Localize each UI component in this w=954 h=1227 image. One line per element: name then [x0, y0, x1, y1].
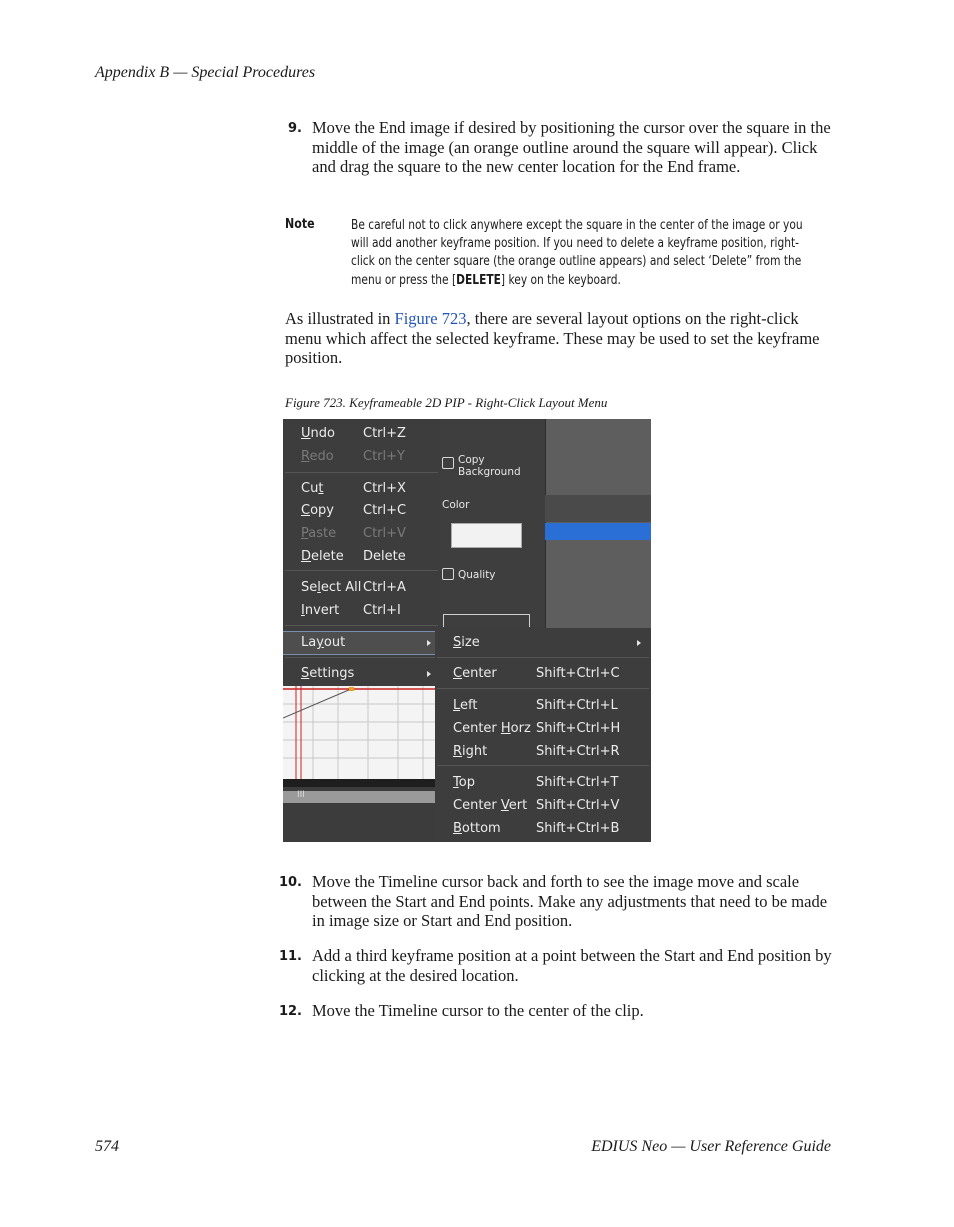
menu-shortcut: Shift+Ctrl+V — [536, 798, 620, 813]
accelerator-letter: H — [500, 721, 511, 736]
menu-shortcut: Shift+Ctrl+C — [536, 666, 620, 681]
submenu-arrow-icon — [427, 671, 431, 677]
submenu-item[interactable] — [435, 718, 645, 740]
submenu-item[interactable] — [435, 663, 645, 685]
menu-shortcut: Ctrl+I — [363, 603, 401, 618]
panel-frame — [443, 614, 530, 627]
menu-item-label — [301, 600, 339, 622]
accelerator-letter: D — [301, 549, 312, 564]
step-number: 10. — [278, 875, 302, 890]
menu-item-label — [453, 663, 497, 685]
menu-item[interactable] — [283, 423, 435, 445]
menu-item-label — [301, 663, 354, 685]
horizontal-scrollbar[interactable] — [283, 791, 435, 803]
accelerator-letter: V — [500, 798, 509, 813]
menu-item-label — [453, 795, 527, 817]
body-paragraph — [285, 309, 835, 368]
accelerator-letter: T — [453, 775, 459, 790]
menu-item-label — [301, 500, 334, 522]
submenu-item[interactable] — [435, 795, 645, 817]
label-suffix: ight — [462, 744, 488, 759]
step-text: Add a third keyframe position at a point between the Start and End position by clicking at the desired location. — [312, 946, 832, 985]
menu-item[interactable] — [283, 446, 435, 468]
accelerator-letter: l — [317, 580, 321, 595]
label-suffix: edo — [309, 449, 334, 464]
context-menu — [283, 419, 440, 686]
selected-row[interactable] — [545, 523, 651, 540]
submenu-item[interactable] — [435, 818, 645, 840]
copy-background-checkbox[interactable] — [442, 457, 454, 469]
accelerator-letter: I — [301, 603, 305, 618]
accelerator-letter: U — [301, 426, 311, 441]
accelerator-letter: R — [301, 449, 310, 464]
menu-item-label — [453, 741, 487, 763]
menu-item-label — [453, 772, 475, 794]
figure-link[interactable]: Figure 723 — [394, 309, 467, 328]
para-text-after: , there are several layout options on the right-click menu which affect the selected keyframe. These may be used to set the keyframe position. — [285, 309, 820, 367]
menu-shortcut: Ctrl+V — [363, 526, 406, 541]
label-suffix: ect All — [320, 580, 362, 595]
note-text-before: Be careful not to click anywhere except the square in the center of the image or you will add another keyframe position. If you need to delete a keyframe position, right-click on the center square (the orange outline appears) and select ‘Delete” from the menu or press the [ — [351, 218, 803, 288]
running-head: Appendix B — Special Procedures — [95, 64, 316, 81]
accelerator-letter: P — [301, 526, 309, 541]
menu-item-label — [301, 423, 335, 445]
menu-item[interactable] — [283, 632, 435, 654]
label-suffix: ert — [508, 798, 528, 813]
label-prefix: La — [301, 635, 317, 650]
timeline-strip — [283, 779, 435, 787]
submenu-item[interactable] — [435, 741, 645, 763]
label-prefix: Se — [301, 580, 318, 595]
submenu-item[interactable] — [435, 772, 645, 794]
layout-submenu — [435, 628, 651, 842]
menu-separator — [437, 765, 649, 766]
menu-item-label — [301, 478, 323, 500]
menu-item-label — [301, 577, 361, 599]
graph-canvas — [283, 686, 435, 779]
menu-item[interactable] — [283, 546, 435, 568]
label-suffix: eft — [460, 698, 478, 713]
accelerator-letter: t — [318, 481, 324, 496]
menu-shortcut: Delete — [363, 549, 406, 564]
column-band — [545, 495, 651, 522]
step-text: Move the End image if desired by positioning the cursor over the square in the middle of the image (an orange outline around the square will appear). Click and drag the square to the new center location for the End frame. — [312, 118, 831, 176]
preview-column — [545, 419, 651, 634]
accelerator-letter: R — [453, 744, 463, 759]
step-number: 9. — [288, 121, 302, 136]
accelerator-letter: L — [453, 698, 461, 713]
menu-shortcut: Ctrl+C — [363, 503, 407, 518]
page-number: 574 — [95, 1138, 119, 1155]
color-swatch[interactable] — [451, 523, 522, 548]
note-label: Note — [285, 217, 315, 232]
accelerator-letter: B — [453, 821, 462, 836]
menu-shortcut: Shift+Ctrl+B — [536, 821, 620, 836]
submenu-item[interactable] — [435, 632, 645, 654]
label-suffix: ize — [461, 635, 480, 650]
accelerator-letter: C — [453, 666, 463, 681]
menu-item[interactable] — [283, 577, 435, 599]
menu-item-label — [301, 446, 334, 468]
label-suffix: out — [323, 635, 346, 650]
label-suffix: elete — [311, 549, 344, 564]
label-suffix: orz — [510, 721, 531, 736]
keyframe-graph[interactable] — [283, 686, 435, 779]
copy-label-line2: Background — [458, 466, 521, 478]
label-suffix: op — [458, 775, 475, 790]
accelerator-letter: C — [301, 503, 311, 518]
figure-caption: Figure 723. Keyframeable 2D PIP - Right-Click Layout Menu — [285, 395, 608, 410]
copy-label-line1: Copy — [458, 454, 485, 466]
note-text — [351, 217, 810, 290]
quality-checkbox[interactable] — [442, 568, 454, 580]
menu-shortcut: Ctrl+A — [363, 580, 406, 595]
menu-item[interactable] — [283, 600, 435, 622]
scrollbar-grip: III — [297, 790, 305, 800]
menu-shortcut: Ctrl+Z — [363, 426, 406, 441]
submenu-item[interactable] — [435, 695, 645, 717]
label-prefix: Cu — [301, 481, 319, 496]
menu-separator — [285, 472, 438, 473]
menu-item-label — [453, 695, 477, 717]
keyframe-marker[interactable] — [349, 687, 354, 691]
label-suffix: aste — [308, 526, 337, 541]
menu-item-label — [301, 632, 345, 654]
note-text-after: ] key on the keyboard. — [500, 272, 621, 288]
menu-separator — [437, 657, 649, 658]
footer-title: EDIUS Neo — User Reference Guide — [591, 1138, 831, 1155]
menu-shortcut: Shift+Ctrl+R — [536, 744, 620, 759]
menu-shortcut: Shift+Ctrl+H — [536, 721, 621, 736]
label-suffix: ottom — [461, 821, 501, 836]
menu-separator — [285, 625, 438, 626]
note-key: DELETE — [456, 272, 501, 288]
menu-shortcut: Shift+Ctrl+L — [536, 698, 618, 713]
accelerator-letter: S — [301, 666, 310, 681]
label-suffix: ettings — [309, 666, 355, 681]
menu-item-label — [301, 523, 336, 545]
label-suffix: opy — [310, 503, 334, 518]
menu-item[interactable] — [283, 478, 435, 500]
label-suffix: enter — [462, 666, 497, 681]
menu-shortcut: Ctrl+Y — [363, 449, 405, 464]
menu-item[interactable] — [283, 523, 435, 545]
menu-item-label — [453, 632, 480, 654]
step-text: Move the Timeline cursor back and forth to see the image move and scale between the Start and End points. Make any adjustments that need to be made in image size or Start and End position. — [312, 872, 828, 930]
label-suffix: nvert — [304, 603, 340, 618]
step-number: 11. — [278, 949, 302, 964]
menu-shortcut: Ctrl+X — [363, 481, 406, 496]
menu-item-label — [453, 818, 501, 840]
submenu-arrow-icon — [637, 640, 641, 646]
label-suffix: ndo — [310, 426, 335, 441]
accelerator-letter: S — [453, 635, 462, 650]
menu-item[interactable] — [283, 663, 435, 685]
submenu-arrow-icon — [427, 640, 431, 646]
menu-shortcut: Shift+Ctrl+T — [536, 775, 619, 790]
color-label: Color — [442, 499, 470, 511]
copy-background-label — [458, 454, 521, 478]
label-prefix: Center — [453, 721, 501, 736]
accelerator-letter: y — [316, 635, 324, 650]
menu-item-label — [453, 718, 531, 740]
quality-label: Quality — [458, 569, 496, 581]
menu-item[interactable] — [283, 500, 435, 522]
menu-separator — [285, 570, 438, 571]
menu-item-label — [301, 546, 344, 568]
step-number: 12. — [278, 1004, 302, 1019]
figure-screenshot — [283, 419, 651, 842]
step-text: Move the Timeline cursor to the center of the clip. — [312, 1001, 644, 1020]
menu-separator — [437, 688, 649, 689]
label-prefix: Center — [453, 798, 501, 813]
para-text-before: As illustrated in — [285, 309, 395, 328]
menu-separator — [285, 657, 438, 658]
